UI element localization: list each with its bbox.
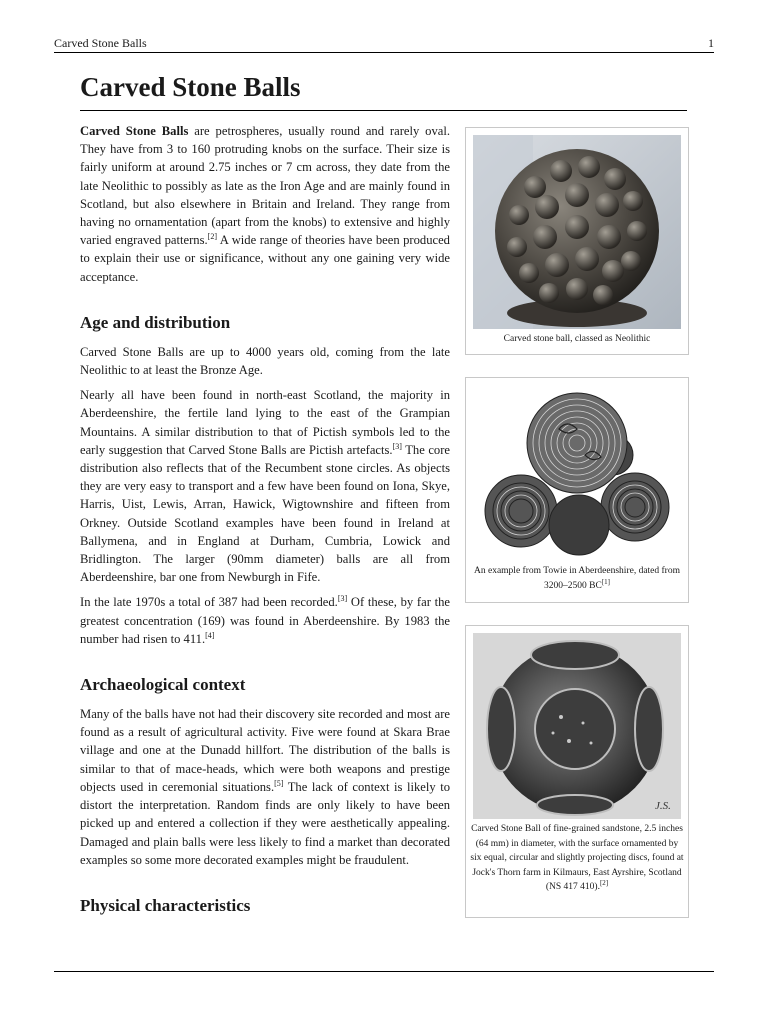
article-title: Carved Stone Balls <box>80 72 301 102</box>
figure-jocks-thorn-ball <box>465 625 689 918</box>
age-p3-text-1: In the late 1970s a total of 387 had been recorded. <box>80 595 338 610</box>
running-header-title: Carved Stone Balls <box>54 36 147 50</box>
figure-caption-text: Carved Stone Ball of fine-grained sandstone, 2.5 inches (64 mm) in diameter, with the surface ornamented by six equal, circular and slightly projecting discs, found at Jock's Thorn farm in Kilmaurs, East Ayrshire, Scotland (NS 417 410). <box>470 824 684 892</box>
footer-divider <box>54 971 714 972</box>
intro-text-2: A wide range of theories have been produced to explain their use or significance, without any one gaining very wide acceptance. <box>80 233 450 284</box>
archaeology-text-2: The lack of context is likely to distort the interpretation. Random finds are only likely to have been picked up and entered a collection if they were aesthetically appealing. Damaged and plain balls were less likely to find a market than decorated examples so some more decorated examples might be fraudulent. <box>80 779 450 867</box>
running-header <box>54 36 714 53</box>
article-body <box>80 122 450 926</box>
sketch-signature: J.S. <box>655 800 671 812</box>
citation-link[interactable]: [3] <box>337 594 348 604</box>
age-paragraph-2 <box>80 386 450 586</box>
age-paragraph-3 <box>80 593 450 648</box>
towie-ball-engraving[interactable] <box>473 385 681 563</box>
stone-ball-photo[interactable] <box>473 135 681 329</box>
page-number: 1 <box>708 36 714 50</box>
age-p2-text-2: The core distribution also reflects that of the Recumbent stone circles. As objects they are very easy to transport and a few have been found on Iona, Skye, Harris, Uist, Lewis, Arran, Hawick, Wigtownshire and fifteen from Orkney. Outside Scotland examples have been found in Ireland at Ballymena, and in England at Durham, Cumbria, Lowick and Bridlington. The larger (90mm diameter) balls are all from Aberdeenshire, bar one from Newburgh in Fife. <box>80 442 450 585</box>
figure-caption-text: An example from Towie in Aberdeenshire, dated from 3200–2500 BC <box>474 566 680 591</box>
figure-caption <box>470 564 684 593</box>
section-heading-archaeology: Archaeological context <box>80 675 246 695</box>
citation-link[interactable]: [4] <box>205 630 215 640</box>
figure-neolithic-ball <box>465 127 689 355</box>
figure-caption: Carved stone ball, classed as Neolithic <box>503 334 651 344</box>
age-p3-text-2: Of these, by far the greatest concentration (169) was found in Aberdeenshire. By 1983 the number had risen to 411. <box>80 595 450 646</box>
citation-link[interactable]: [1] <box>601 577 610 586</box>
six-disc-ball-photo[interactable] <box>473 633 681 819</box>
citation-link[interactable]: [2] <box>207 232 217 242</box>
figure-towie-ball <box>465 377 689 603</box>
section-heading-physical: Physical characteristics <box>80 895 251 915</box>
age-p2-text-1: Nearly all have been found in north-east Scotland, the majority in Aberdeenshire, the fertile land lying to the east of the Grampian Mountains. A similar distribution to that of Pictish symbols led to the early suggestion that Carved Stone Balls are Pictish artefacts. <box>80 388 450 457</box>
archaeology-text-1: Many of the balls have not had their discovery site recorded and most are found as a result of agricultural activity. Five were found at Skara Brae village and one at the Dunadd hillfort. The distribution of the balls is similar to that of mace-heads, which were both weapons and prestige objects used in ceremonial situations. <box>80 707 450 794</box>
title-divider <box>80 110 687 111</box>
citation-link[interactable]: [3] <box>392 441 402 451</box>
intro-text-1: are petrospheres, usually round and rarely oval. They have from 3 to 160 protruding knobs on the surface. Their size is fairly uniform at around 2.75 inches or 7 cm across, they date from the late Neolithic to possibly as late as the Iron Age and are mainly found in Scotland, but also elsewhere in Britain and Ireland. They range from having no ornamentation (apart from the knobs) to extensive and highly varied engraved patterns. <box>80 124 451 248</box>
intro-bold-lead: Carved Stone Balls <box>80 124 189 138</box>
citation-link[interactable]: [5] <box>274 778 284 788</box>
section-heading-age: Age and distribution <box>80 312 231 332</box>
archaeology-paragraph <box>80 705 450 869</box>
figure-caption <box>470 822 684 895</box>
age-paragraph-1: Carved Stone Balls are up to 4000 years old, coming from the late Neolithic to at least the Bronze Age. <box>80 344 450 378</box>
intro-paragraph <box>80 122 450 286</box>
citation-link[interactable]: [2] <box>599 878 609 887</box>
